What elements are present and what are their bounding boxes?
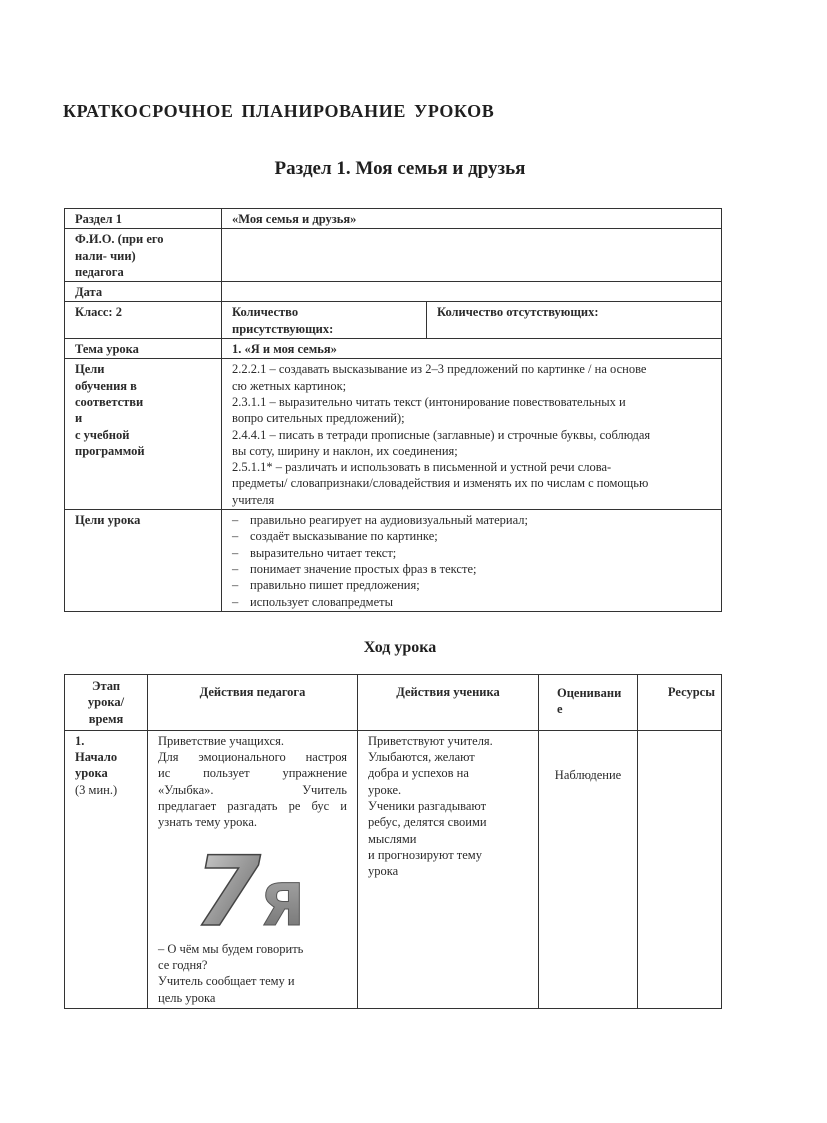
rebus-ya: Я	[260, 870, 305, 929]
header-line: Этап	[91, 679, 121, 693]
teacher-name-value	[222, 229, 722, 282]
goal-line: 2.2.2.1 – создавать высказывание из 2–3 предложений по картинке / на основе	[232, 362, 647, 377]
student-action-line: добра и успехов на	[368, 766, 469, 781]
document-title: КРАТКОСРОЧНОЕ ПЛАНИРОВАНИЕ УРОКОВ	[63, 101, 495, 121]
teacher-action-line: предлагает разгадать ре бус и	[158, 799, 347, 814]
table-row	[65, 229, 722, 282]
label-line: и	[75, 411, 83, 426]
goal-line: учителя	[232, 492, 275, 507]
teacher-name-label	[65, 229, 222, 282]
teacher-action-line: цель урока	[158, 990, 216, 1005]
goal-line: 2.3.1.1 – выразительно читать текст (интонирование повествовательных и	[232, 394, 626, 409]
label-line: обучения в	[75, 378, 137, 393]
section-value: «Моя семья и друзья»	[222, 209, 722, 229]
stage-header	[65, 675, 148, 731]
lesson-goal-item: – правильно реагирует на аудиовизуальный материал;	[232, 513, 528, 528]
label-line: Ф.И.О. (при его	[75, 232, 164, 247]
assessment-cell: Наблюдение	[539, 730, 638, 1008]
label-line: Количество	[232, 305, 299, 320]
present-count-label	[222, 302, 427, 339]
table-row	[65, 730, 722, 1008]
date-value	[222, 282, 722, 302]
class-label: Класс: 2	[65, 302, 222, 339]
teacher-action-line: Приветствие учащихся.	[158, 733, 284, 748]
date-label: Дата	[65, 282, 222, 302]
goal-line: 2.5.1.1* – различать и использовать в письменной и устной речи слова-	[232, 460, 612, 475]
teacher-actions-header: Действия педагога	[148, 675, 358, 731]
lesson-goals-label: Цели урока	[65, 510, 222, 612]
teacher-action-line: Учитель сообщает тему и	[158, 974, 295, 989]
teacher-action-line: ис пользует упражнение	[158, 766, 347, 781]
stage-name-line: урока	[75, 766, 108, 781]
teacher-action-line: узнать тему урока.	[158, 815, 257, 830]
lesson-goal-item: – использует словапредметы	[232, 594, 394, 609]
teacher-action-line: се годня?	[158, 957, 208, 972]
teacher-action-line: «Улыбка». Учитель	[158, 782, 347, 797]
table-row	[65, 302, 722, 339]
header-line: Оценивани	[557, 686, 622, 700]
lesson-info-table	[64, 208, 722, 612]
rebus-7ya-image	[192, 845, 322, 929]
stage-number: 1.	[75, 733, 85, 748]
student-action-line: и прогнозируют тему	[368, 847, 482, 862]
teacher-action-line: – О чём мы будем говорить	[158, 941, 304, 956]
rebus-seven: 7	[194, 844, 261, 929]
table-row	[65, 359, 722, 510]
student-action-line: Улыбаются, желают	[368, 750, 475, 765]
stage-cell	[65, 730, 148, 1008]
goal-line: предметы/ словапризнаки/словадействия и изменять их по числам с помощью	[232, 476, 649, 491]
resources-cell	[638, 730, 722, 1008]
lesson-goal-item: – создаёт высказывание по картинке;	[232, 529, 438, 544]
table-row	[65, 510, 722, 612]
lesson-goal-item: – выразительно читает текст;	[232, 545, 397, 560]
label-line: соответстви	[75, 394, 144, 409]
table-header-row	[65, 675, 722, 731]
lesson-goals-value	[222, 510, 722, 612]
student-action-line: Ученики разгадывают	[368, 799, 487, 814]
stage-time: (3 мин.)	[75, 782, 118, 797]
lesson-goal-item: – понимает значение простых фраз в тексте;	[232, 561, 477, 576]
header-line: время	[88, 711, 124, 726]
resources-header: Ресурсы	[638, 675, 722, 731]
label-line: Цели	[75, 362, 105, 377]
stage-name-line: Начало	[75, 750, 118, 765]
student-action-line: урока	[368, 864, 399, 879]
label-line: программой	[75, 443, 145, 458]
assessment-header	[539, 675, 638, 731]
teacher-actions-cell	[148, 730, 358, 1008]
section-title: Раздел 1. Моя семья и друзья	[274, 158, 526, 179]
absent-count-label: Количество отсутствующих:	[427, 302, 722, 339]
goal-line: вы соту, ширину и наклон, их соединения;	[232, 443, 458, 458]
topic-label: Тема урока	[65, 339, 222, 359]
student-action-line: мыслями	[368, 831, 417, 846]
student-actions-header: Действия ученика	[358, 675, 539, 731]
goal-line: 2.4.4.1 – писать в тетради прописные (заглавные) и строчные буквы, соблюдая	[232, 427, 651, 442]
table-row	[65, 282, 722, 302]
student-action-line: Приветствуют учителя.	[368, 733, 493, 748]
label-line: нали- чии)	[75, 248, 136, 263]
lesson-goal-item: – правильно пишет предложения;	[232, 578, 420, 593]
label-line: присутствующих:	[232, 321, 334, 336]
learning-goals-label	[65, 359, 222, 510]
goal-line: сю жетных картинок;	[232, 378, 347, 393]
header-line: е	[557, 702, 563, 717]
goal-line: вопро сительных предложений);	[232, 411, 405, 426]
header-line: урока/	[87, 695, 125, 710]
rebus-graphic	[192, 845, 322, 929]
label-line: педагога	[75, 264, 124, 279]
topic-value: 1. «Я и моя семья»	[222, 339, 722, 359]
lesson-progress-table	[64, 674, 722, 1009]
learning-goals-value	[222, 359, 722, 510]
teacher-action-line: Для эмоционального настроя	[158, 750, 347, 765]
table-row	[65, 209, 722, 229]
student-action-line: уроке.	[368, 782, 402, 797]
lesson-progress-title: Ход урока	[363, 639, 437, 656]
label-line: с учебной	[75, 427, 130, 442]
student-action-line: ребус, делятся своими	[368, 815, 487, 830]
student-actions-cell	[358, 730, 539, 1008]
section-label: Раздел 1	[65, 209, 222, 229]
table-row	[65, 339, 722, 359]
